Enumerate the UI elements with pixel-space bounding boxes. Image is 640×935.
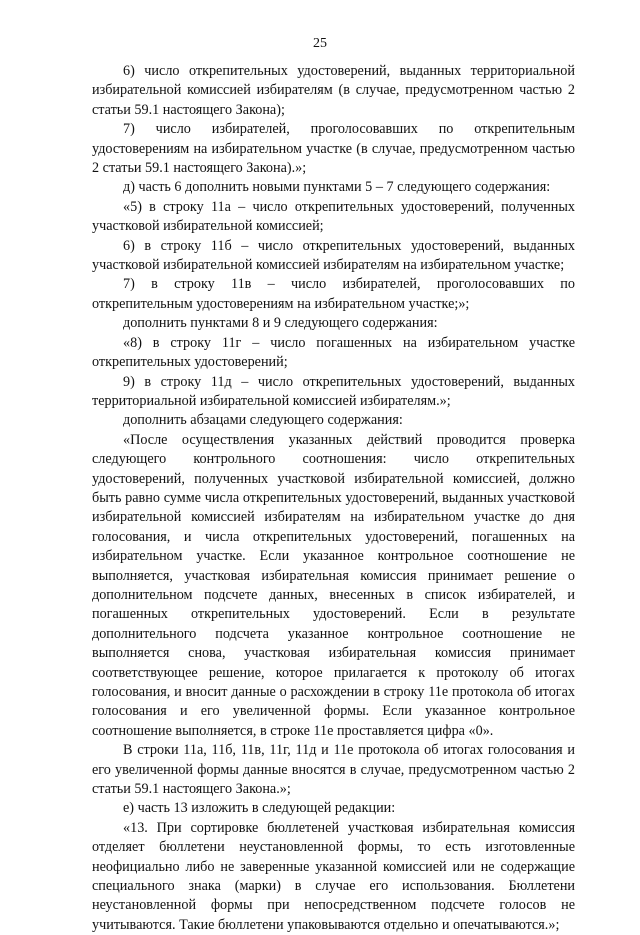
paragraph: 7) в строку 11в – число избирателей, проголосовавших по открепительным удостоверениям на избирательном участке;»; <box>92 276 575 312</box>
paragraph: е) часть 13 изложить в следующей редакции: <box>123 800 396 817</box>
paragraph: «8) в строку 11г – число погашенных на избирательном участке открепительных удостоверений; <box>92 334 575 371</box>
paragraph: «5) в строку 11а – число открепительных удостоверений, полученных участковой избирательной комиссией; <box>92 198 575 235</box>
paragraph: 6) в строку 11б – число открепительных удостоверений, выданных участковой избирательной комиссией избирателям на избирательном участке; <box>92 237 575 274</box>
paragraph: д) часть 6 дополнить новыми пунктами 5 – 7 следующего содержания: <box>123 179 551 196</box>
document-body <box>92 62 575 935</box>
paragraph: «13. При сортировке бюллетеней участковая избирательная комиссия отделяет бюллетени неустановленной формы, то есть изготовленные неофициально либо не заверенные указанной комиссией или не содержащие специального знака (марки) в случае его использования. Бюллетени неустановленной формы при непосредственном подсчете голосов не учитываются. Такие бюллетени упаковываются отдельно и опечатываются.»; <box>92 819 575 933</box>
paragraph: 9) в строку 11д – число открепительных удостоверений, выданных территориальной избирательной комиссией избирателям.»; <box>92 373 575 409</box>
paragraph: 7) число избирателей, проголосовавших по открепительным удостоверениям на избирательном участке (в случае, предусмотренном частью 2 статьи 59.1 настоящего Закона).»; <box>92 121 575 177</box>
paragraph: В строки 11а, 11б, 11в, 11г, 11д и 11е протокола об итогах голосования и его увеличенной формы данные вносятся в случае, предусмотренном частью 2 статьи 59.1 настоящего Закона.»; <box>92 742 575 798</box>
paragraph: «После осуществления указанных действий проводится проверка следующего контрольного соотношения: число открепительных удостоверений, полученных участковой избирательной комиссией, должно быть равно сумме числа открепительных удостоверений, выданных участковой избирательной комиссией избирателям на избирательном участке до дня голосования, и числа открепительных удостоверений, погашенных на избирательном участке. Если указанное контрольное соотношение не выполняется, участковая избирательная комиссия принимает решение о дополнительном подсчете данных, внесенных в список избирателей, и погашенных открепительных удостоверений. Если в результате дополнительного подсчета указанное контрольное соотношение не выполняется снова, участковая избирательная комиссия принимает соответствующее решение, которое прилагается к протоколу об итогах голосования, и вносит данные о расхождении в строку 11е протокола об итогах голосования и его увеличенной формы. Если указанное контрольное соотношение выполняется, в строке 11е проставляется цифра «0». <box>92 431 575 739</box>
paragraph: дополнить абзацами следующего содержания: <box>123 412 403 429</box>
page-number: 25 <box>313 36 327 51</box>
paragraph: дополнить пунктами 8 и 9 следующего содержания: <box>123 315 438 332</box>
paragraph: 6) число открепительных удостоверений, выданных территориальной избирательной комиссией избирателям (в случае, предусмотренном частью 2 статьи 59.1 настоящего Закона); <box>92 63 575 118</box>
